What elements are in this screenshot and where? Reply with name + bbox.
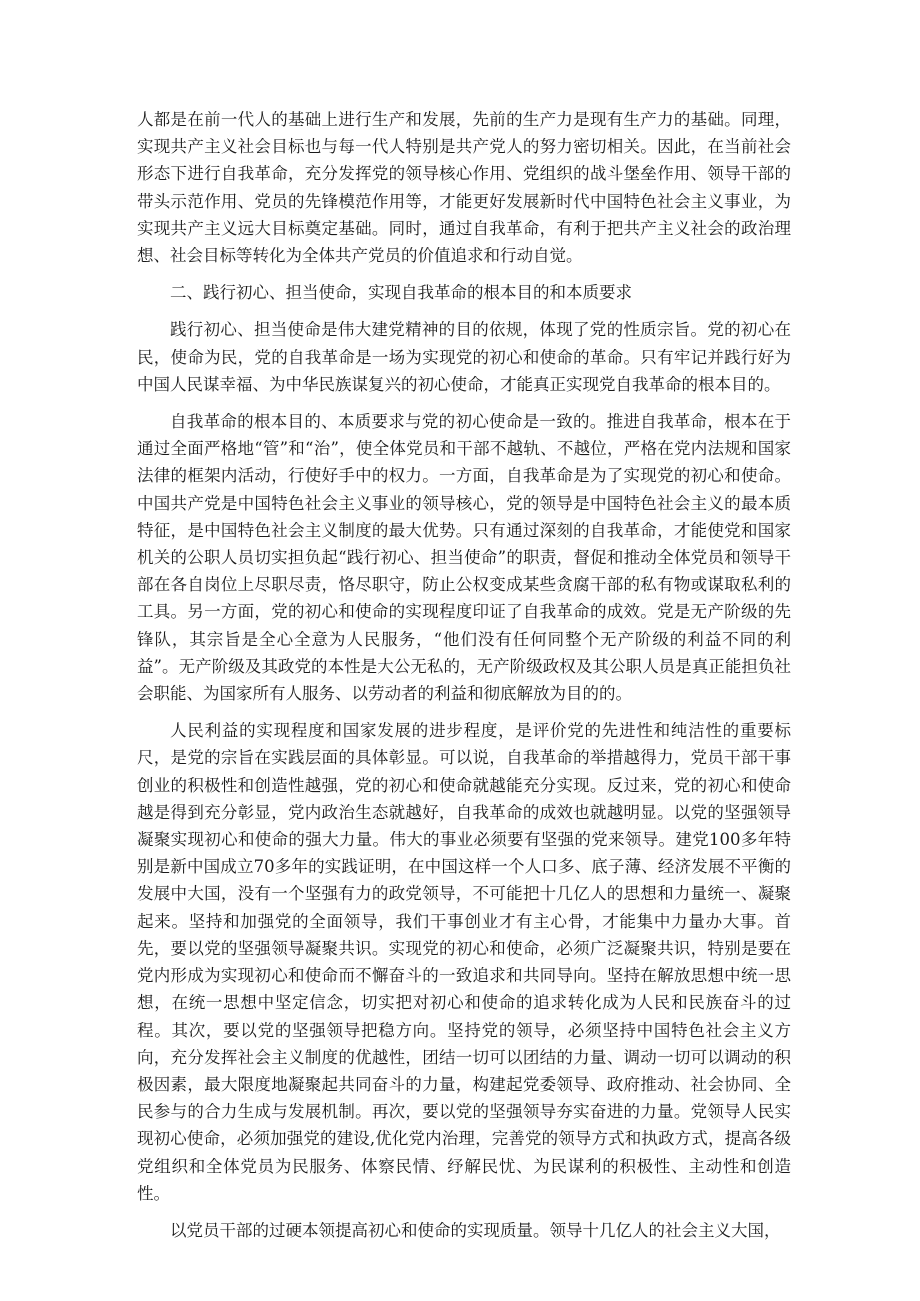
document-page: [137, 106, 791, 1254]
paragraph-continuation: 人都是在前一代人的基础上进行生产和发展，先前的生产力是现有生产力的基础。同理，实现共产主义社会目标也与每一代人特别是共产党人的努力密切相关。因此，在当前社会形态下进行自我革命，充分发挥党的领导核心作用、党组织的战斗堡垒作用、领导干部的带头示范作用、党员的先锋模范作用等，才能更好发展新时代中国特色社会主义事业，为实现共产主义远大目标奠定基础。同时，通过自我革命，有利于把共产主义社会的政治理想、社会目标等转化为全体共产党员的价值追求和行动自觉。: [137, 110, 791, 266]
paragraph: 践行初心、担当使命是伟大建党精神的目的依规，体现了党的性质宗旨。党的初心在民，使命为民，党的自我革命是一场为实现党的初心和使命的革命。只有牢记并践行好为中国人民谋幸福、为中华民族谋复兴的初心使命，才能真正实现党自我革命的根本目的。: [137, 320, 791, 394]
paragraph: 人民利益的实现程度和国家发展的进步程度，是评价党的先进性和纯洁性的重要标尺，是党的宗旨在实践层面的具体彰显。可以说，自我革命的举措越得力，党员干部干事创业的积极性和创造性越强，党的初心和使命就越能充分实现。反过来，党的初心和使命越是得到充分彰显，党内政治生态就越好，自我革命的成效也就越明显。以党的坚强领导凝聚实现初心和使命的强大力量。伟大的事业必须要有坚强的党来领导。建党100多年特别是新中国成立70多年的实践证明，在中国这样一个人口多、底子薄、经济发展不平衡的发展中大国，没有一个坚强有力的政党领导，不可能把十几亿人的思想和力量统一、凝聚起来。坚持和加强党的全面领导，我们干事创业才有主心骨，才能集中力量办大事。首先，要以党的坚强领导凝聚共识。实现党的初心和使命，必须广泛凝聚共识，特别是要在党内形成为实现初心和使命而不懈奋斗的一致追求和共同导向。坚持在解放思想中统一思想，在统一思想中坚定信念，切实把对初心和使命的追求转化成为人民和民族奋斗的过程。其次，要以党的坚强领导把稳方向。坚持党的领导，必须坚持中国特色社会主义方向，充分发挥社会主义制度的优越性，团结一切可以团结的力量、调动一切可以调动的积极因素，最大限度地凝聚起共同奋斗的力量，构建起党委领导、政府推动、社会协同、全民参与的合力生成与发展机制。再次，要以党的坚强领导夯实奋进的力量。党领导人民实现初心使命，必须加强党的建设,优化党内治理，完善党的领导方式和执政方式，提高各级党组织和全体党员为民服务、体察民情、纾解民忧、为民谋利的积极性、主动性和创造性。: [137, 721, 791, 1203]
section-heading: 二、践行初心、担当使命，实现自我革命的根本目的和本质要求: [170, 283, 632, 303]
paragraph: 自我革命的根本目的、本质要求与党的初心使命是一致的。推进自我革命，根本在于通过全面严格地“管”和“治”，使全体党员和干部不越轨、不越位，严格在党内法规和国家法律的框架内活动，行使好手中的权力。一方面，自我革命是为了实现党的初心和使命。中国共产党是中国特色社会主义事业的领导核心，党的领导是中国特色社会主义的最本质特征，是中国特色社会主义制度的最大优势。只有通过深刻的自我革命，才能使党和国家机关的公职人员切实担负起“践行初心、担当使命”的职责，督促和推动全体党员和领导干部在各自岗位上尽职尽责，恪尽职守，防止公权变成某些贪腐干部的私有物或谋取私利的工具。另一方面，党的初心和使命的实现程度印证了自我革命的成效。党是无产阶级的先锋队，其宗旨是全心全意为人民服务，“他们没有任何同整个无产阶级的利益不同的利益”。无产阶级及其政党的本性是大公无私的，无产阶级政权及其公职人员是真正能担负社会职能、为国家所有人服务、以劳动者的利益和彻底解放为目的的。: [137, 412, 791, 704]
paragraph: 以党员干部的过硬本领提高初心和使命的实现质量。领导十几亿人的社会主义大国，: [170, 1220, 781, 1240]
